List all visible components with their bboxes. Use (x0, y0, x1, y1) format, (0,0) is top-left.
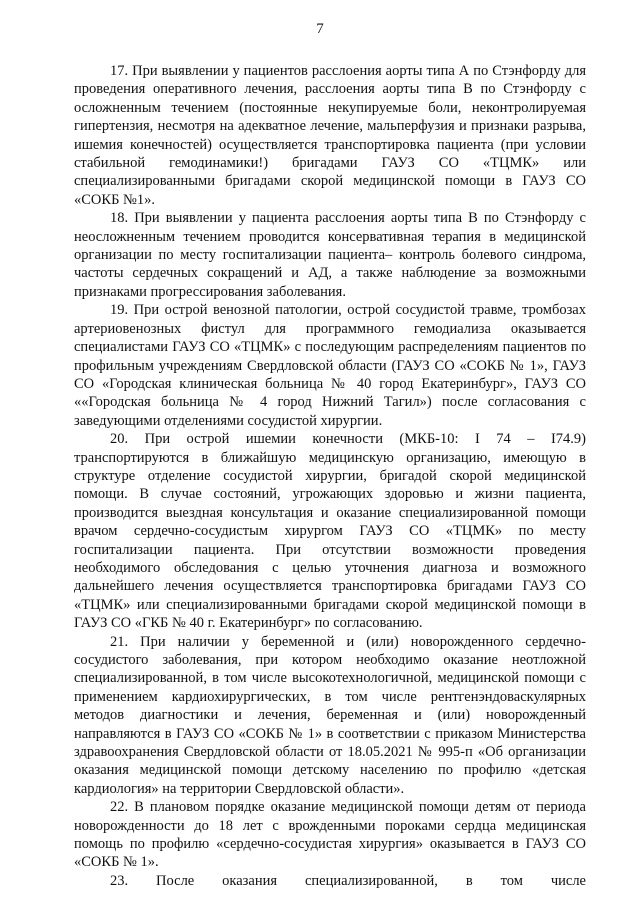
paragraph-21: 21. При наличии у беременной и (или) новорожденного сердечно-сосудистого заболевания, при котором необходимо оказание неотложной специализированной, в том числе высокотехнологичной, медицинской помощи с применением кардиохирургических, в том числе рентгенэндоваскулярных методов диагностики и лечения, беременная и (или) новорожденный направляются в ГАУЗ СО «СОКБ № 1» в соответствии с приказом Министерства здравоохранения Свердловской области от 18.05.2021 № 995-п «Об организации оказания медицинской помощи детскому населению по профилю «детская кардиология» на территории Свердловской области». (74, 633, 586, 797)
paragraph-22: 22. В плановом порядке оказание медицинской помощи детям от периода новорожденности до 18 лет с врожденными пороками сердца медицинская помощь по профилю «сердечно-сосудистая хирургия» оказывается в ГАУЗ СО «СОКБ № 1». (74, 799, 586, 871)
document-body (74, 62, 586, 890)
paragraph-19: 19. При острой венозной патологии, острой сосудистой травме, тромбозах артериовенозных фистул для программного гемодиализа оказывается специалистами ГАУЗ СО «ТЦМК» с последующим распределениям пациентов по профильным учреждениям Свердловской области (ГАУЗ СО «СОКБ № 1», ГАУЗ СО «Городская клиническая больница № 40 город Екатеринбург», ГАУЗ СО ««Городская больница № 4 город Нижний Тагил») после согласования с заведующими отделениями сосудистой хирургии. (74, 302, 586, 429)
paragraph-20: 20. При острой ишемии конечности (МКБ-10: I 74 – I74.9) транспортируются в ближайшую медицинскую организацию, имеющую в структуре отделение сосудистой хирургии, бригадой скорой медицинской помощи. В случае состояний, угрожающих здоровью и жизни пациента, производится выездная консультация и оказание специализированной помощи врачом сердечно-сосудистым хирургом ГАУЗ СО «ТЦМК» по месту госпитализации пациента. При отсутствии возможности проведения необходимого обследования с целью уточнения диагноза и возможного дальнейшего лечения осуществляется транспортировка бригадами ГАУЗ СО «ТЦМК» или специализированными бригадами скорой медицинской помощи в ГАУЗ СО «ГКБ № 40 г. Екатеринбург» по согласованию. (74, 431, 586, 632)
paragraph-17: 17. При выявлении у пациентов расслоения аорты типа А по Стэнфорду для проведения оперативного лечения, расслоения аорты типа В по Стэнфорду с осложненным течением (постоянные некупируемые боли, неконтролируемая гипертензия, несмотря на адекватное лечение, мальперфузия и признаки разрыва, ишемия конечностей) осуществляется транспортировка пациента (при условии стабильной гемодинамики!) бригадами ГАУЗ СО «ТЦМК» или специализированными бригадами скорой медицинской помощи в ГАУЗ СО «СОКБ №1». (74, 63, 586, 208)
paragraph-18: 18. При выявлении у пациента расслоения аорты типа В по Стэнфорду с неосложненным течением проводится консервативная терапия в медицинской организации по месту госпитализации пациента– контроль болевого синдрома, частоты сердечных сокращений и АД, а также наблюдение за возможными признаками прогрессирования заболевания. (74, 210, 586, 300)
page-number: 7 (316, 21, 324, 37)
paragraph-23: 23. После оказания специализированной, в том числе (110, 872, 586, 889)
